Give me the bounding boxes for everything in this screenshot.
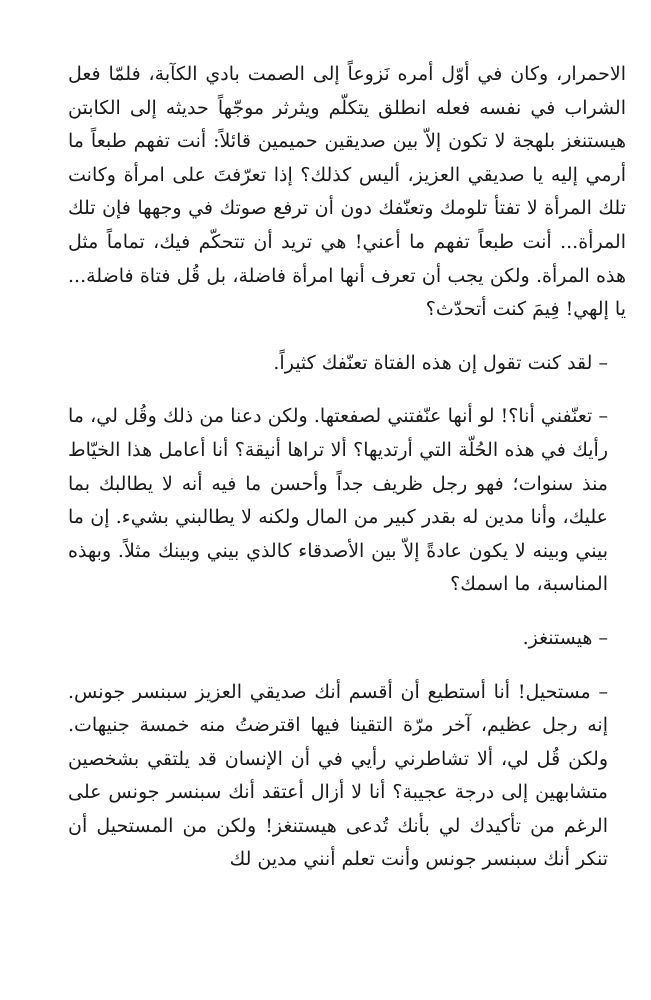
paragraph-dialogue-4: – مستحيل! أنا أستطيع أن أقسم أنك صديقي العزيز سبنسر جونس. إنه رجل عظيم، آخر مرّة التقينا فيها اقترضتُ منه خمسة جنيهات. ولكن قُل لي، ألا تشاطرني رأيي في أن الإنسان قد يلتقي بشخصين متشابهين إلى درجة عجيبة؟ أنا لا أزال أعتقد أنك سبنسر جونس على الرغم من تأكيدك لي بأنك تُدعى هيستنغز! ولكن من المستحيل أن تنكر أنك سبنسر جونس وأنت تعلم أنني مدين لك (68, 680, 608, 871)
paragraph-dialogue-2: – تعنّفني أنا؟! لو أنها عنّفتني لصفعتها. ولكن دعنا من ذلك وقُل لي، ما رأيك في هذه الحُلّة التي أرتديها؟ ألا تراها أنيقة؟ أنا أعامل هذا الخيّاط منذ سنوات؛ فهو رجل ظريف جداً وأحسن ما فيه أنه لا يطالبك بما عليك، وأنا مدين له بقدر كبير من المال ولكنه لا يطالبني بشيء. إن ما بيني وبينه لا يكون عادةً إلاّ بين الأصدقاء كالذي بيني وبينك مثلاً. وبهذه المناسبة، ما اسمك؟ (68, 405, 608, 596)
paragraph-dialogue-1: – لقد كنت تقول إن هذه الفتاة تعنّفك كثيراً. (273, 351, 608, 374)
paragraph-narration: الاحمرار، وكان في أوّل أمره نَزوعاً إلى الصمت بادي الكآبة، فلمّا فعل الشراب في نفسه فعله انطلق يتكلّم ويثرثر موجّهاً حديثه إلى الكابتن هيستنغز بلهجة لا تكون إلاّ بين صديقين حميمين قائلاً: أنت تفهم طبعاً ما أرمي إليه يا صديقي العزيز، أليس كذلك؟ إذا تعرّفتَ على امرأة وكانت تلك المرأة لا تفتأ تلومك وتعنّفك دون أن ترفع صوتك في وجهها فإن تلك المرأة... أنت طبعاً تفهم ما أعني! هي تريد أن تتحكّم فيك، تماماً مثل هذه المرأة. ولكن يجب أن تعرف أنها امرأة فاضلة، بل قُل فتاة فاضلة... يا إلهي! فِيمَ كنت أتحدّث؟ (68, 63, 626, 321)
document-page (68, 58, 626, 877)
paragraph-dialogue-3: – هيستنغز. (522, 626, 608, 649)
